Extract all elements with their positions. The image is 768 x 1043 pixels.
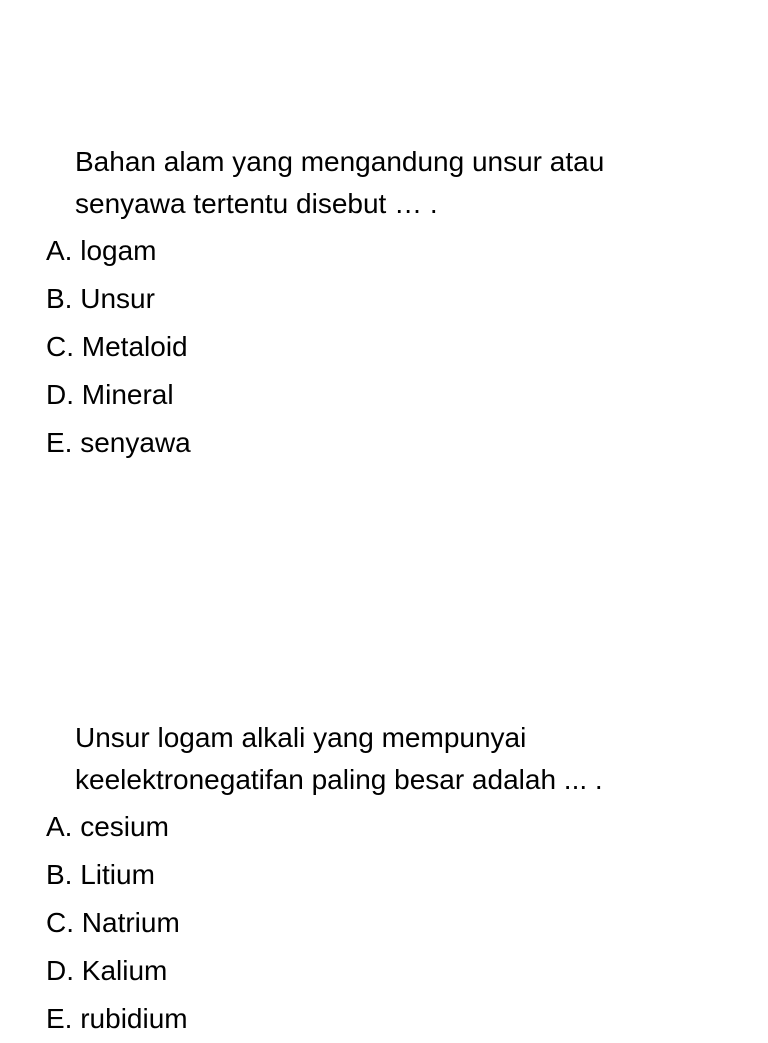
answer-options	[46, 803, 768, 1043]
option-a: A. logam	[46, 235, 157, 266]
option-a: A. cesium	[46, 811, 169, 842]
question-2	[0, 717, 768, 1043]
question-text: Unsur logam alkali yang mempunyai keelektronegatifan paling besar adalah ... .	[75, 722, 603, 795]
option-b: B. Litium	[46, 859, 155, 890]
option-e: E. senyawa	[46, 427, 191, 458]
option-d: D. Mineral	[46, 379, 174, 410]
answer-options	[46, 227, 768, 467]
question-text: Bahan alam yang mengandung unsur atau senyawa tertentu disebut … .	[75, 146, 605, 219]
option-b: B. Unsur	[46, 283, 155, 314]
question-1	[0, 141, 768, 467]
option-d: D. Kalium	[46, 955, 168, 986]
option-c: C. Metaloid	[46, 331, 188, 362]
option-c: C. Natrium	[46, 907, 180, 938]
option-e: E. rubidium	[46, 1003, 188, 1034]
